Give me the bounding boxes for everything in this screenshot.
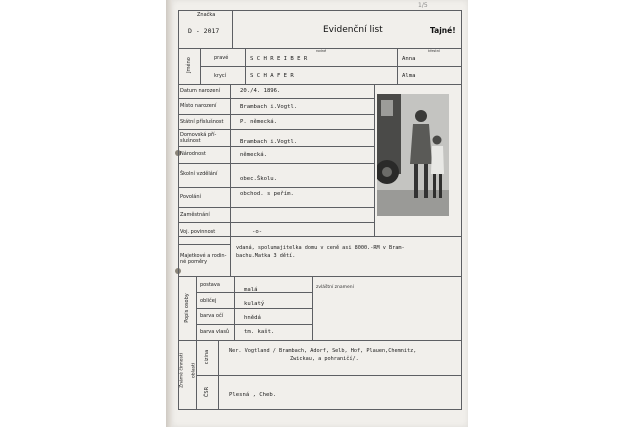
real-given: Anna: [402, 56, 416, 62]
property-value-line2: bachu.Matka 3 dětí.: [236, 253, 296, 259]
birth-place-value: Brambach i.Vogtl.: [240, 104, 298, 110]
citizenship-label: Státní příslušnost: [180, 119, 224, 125]
domicile-value: Brambach i.Vogtl.: [240, 139, 298, 145]
description-section-label: Popis osoby: [184, 293, 190, 323]
photo-figures: [377, 94, 449, 216]
znacka-label: Značka: [197, 12, 216, 18]
csr-label: ČSR: [204, 386, 210, 398]
abroad-label: cizina: [204, 349, 210, 365]
cover-surname: S C H A F E R: [250, 73, 294, 79]
birth-date-value: 20./4. 1896.: [240, 88, 281, 94]
activity-section-label-2: oblasti: [191, 363, 197, 378]
special-marks-label: zvláštní znamení: [316, 285, 354, 290]
build-value: malá: [244, 287, 258, 293]
military-value: -o-: [252, 229, 263, 235]
birth-date-label: Datum narození: [180, 88, 220, 94]
secret-stamp: Tajné!: [430, 26, 456, 35]
nationality-value: německá.: [240, 152, 267, 158]
birth-place-label: Místo narození: [180, 103, 217, 109]
csr-value: Plesná , Cheb.: [229, 392, 277, 398]
citizenship-value: P. německá.: [240, 119, 278, 125]
abroad-value-line1: Ner. Vogtland / Brambach, Adorf, Selb, Hof, Plauen,Chemnitz,: [229, 348, 417, 354]
hair-color-value: tm. kašt.: [244, 329, 275, 335]
cover-name-label: krycí: [214, 73, 227, 79]
activity-section-label-1: Známé činnosti: [179, 353, 185, 388]
hair-color-label: barva vlasů: [200, 329, 230, 335]
education-label: Školní vzdělání: [180, 171, 218, 177]
znacka-value: D - 2017: [188, 27, 220, 35]
property-label-line1: Majetkové a rodin-: [180, 253, 227, 259]
domicile-label-line2: slušnost: [180, 138, 201, 144]
cover-given: Alma: [402, 73, 416, 79]
abroad-value-line2: Zwickau, a pohraničí/.: [290, 356, 359, 362]
face-label: obličej: [200, 298, 217, 304]
col-given-label: křestní: [428, 49, 440, 53]
eye-color-label: barva očí: [200, 313, 224, 319]
portrait-photo: [377, 94, 449, 216]
card-title: Evidenční list: [323, 25, 383, 35]
real-name-label: pravé: [214, 55, 229, 61]
build-label: postava: [200, 282, 220, 288]
property-label-line2: né poměry: [180, 259, 208, 265]
marginal-note: 1/5: [418, 2, 428, 9]
domicile-label-line1: Domovská pří-: [180, 132, 217, 138]
military-label: Voj. povinnost: [180, 229, 216, 235]
col-surname-label: rodné: [316, 49, 327, 53]
occupation-value: obchod. s peřím.: [240, 191, 294, 197]
name-section-label: Jméno: [186, 57, 192, 73]
real-surname: S C H R E I B E R: [250, 56, 308, 62]
property-value-line1: vdaná, spolumajitelka domu v ceně asi 8000.-RM v Bram-: [236, 245, 405, 251]
employment-label: Zaměstnání: [180, 212, 210, 218]
occupation-label: Povolání: [180, 194, 201, 200]
eye-color-value: hnědá: [244, 315, 261, 321]
nationality-label: Národnost: [180, 151, 206, 157]
face-value: kulatý: [244, 301, 265, 307]
education-value: obec.Školu.: [240, 176, 278, 182]
